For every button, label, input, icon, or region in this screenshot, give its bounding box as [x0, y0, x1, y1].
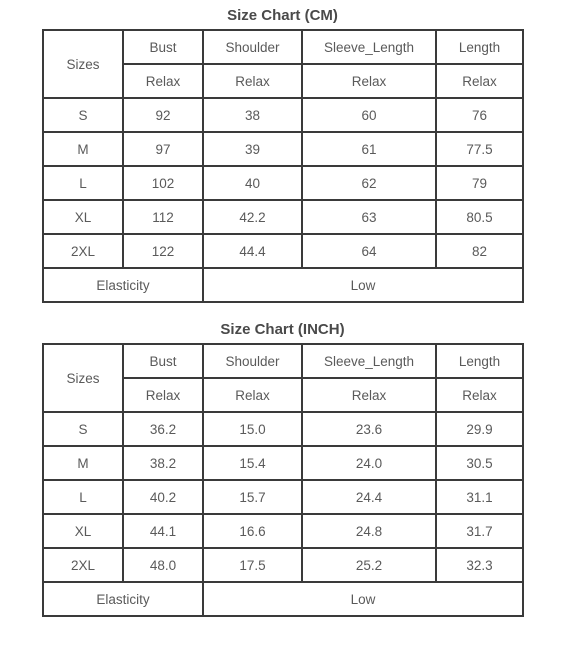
- table-cell: 17.5: [203, 548, 302, 582]
- fit-cell: Relax: [302, 64, 436, 98]
- size-label: M: [43, 132, 123, 166]
- table-cell: 31.7: [436, 514, 523, 548]
- sizes-header: Sizes: [43, 344, 123, 412]
- table-cell: 38.2: [123, 446, 203, 480]
- size-label: XL: [43, 514, 123, 548]
- table-row: [43, 166, 523, 200]
- table-cell: 36.2: [123, 412, 203, 446]
- table-row: [43, 446, 523, 480]
- size-label: 2XL: [43, 234, 123, 268]
- table-cell: 80.5: [436, 200, 523, 234]
- size-chart-cm-table: [42, 29, 524, 303]
- table-cell: 30.5: [436, 446, 523, 480]
- column-header-length: Length: [436, 30, 523, 64]
- size-chart-cm-title: Size Chart (CM): [227, 7, 338, 24]
- table-cell: 24.0: [302, 446, 436, 480]
- table-cell: 82: [436, 234, 523, 268]
- size-label: L: [43, 166, 123, 200]
- table-cell: 24.4: [302, 480, 436, 514]
- table-cell: 38: [203, 98, 302, 132]
- table-cell: 64: [302, 234, 436, 268]
- elasticity-row: [43, 582, 523, 616]
- table-cell: 44.1: [123, 514, 203, 548]
- table-cell: 32.3: [436, 548, 523, 582]
- table-cell: 60: [302, 98, 436, 132]
- size-chart-inch-table: [42, 343, 524, 617]
- elasticity-label: Elasticity: [43, 582, 203, 616]
- table-cell: 62: [302, 166, 436, 200]
- column-header-bust: Bust: [123, 30, 203, 64]
- table-cell: 16.6: [203, 514, 302, 548]
- size-label: M: [43, 446, 123, 480]
- size-label: L: [43, 480, 123, 514]
- column-header-sleeve-length: Sleeve_Length: [302, 344, 436, 378]
- table-cell: 23.6: [302, 412, 436, 446]
- column-header-shoulder: Shoulder: [203, 30, 302, 64]
- table-row: [43, 234, 523, 268]
- table-row: [43, 514, 523, 548]
- table-row: [43, 132, 523, 166]
- size-label: S: [43, 412, 123, 446]
- column-header-bust: Bust: [123, 344, 203, 378]
- fit-cell: Relax: [123, 378, 203, 412]
- table-row: [43, 98, 523, 132]
- table-row: [43, 480, 523, 514]
- sizes-header: Sizes: [43, 30, 123, 98]
- fit-cell: Relax: [203, 378, 302, 412]
- size-label: XL: [43, 200, 123, 234]
- column-header-sleeve-length: Sleeve_Length: [302, 30, 436, 64]
- table-cell: 77.5: [436, 132, 523, 166]
- fit-cell: Relax: [302, 378, 436, 412]
- size-label: 2XL: [43, 548, 123, 582]
- table-cell: 92: [123, 98, 203, 132]
- table-cell: 15.7: [203, 480, 302, 514]
- table-cell: 39: [203, 132, 302, 166]
- table-header-row: [43, 344, 523, 378]
- table-cell: 25.2: [302, 548, 436, 582]
- elasticity-value: Low: [203, 582, 523, 616]
- table-cell: 40.2: [123, 480, 203, 514]
- table-cell: 42.2: [203, 200, 302, 234]
- elasticity-row: [43, 268, 523, 302]
- table-cell: 40: [203, 166, 302, 200]
- table-cell: 76: [436, 98, 523, 132]
- table-row: [43, 548, 523, 582]
- table-row: [43, 200, 523, 234]
- table-cell: 102: [123, 166, 203, 200]
- table-cell: 79: [436, 166, 523, 200]
- fit-cell: Relax: [123, 64, 203, 98]
- size-chart-inch-title: Size Chart (INCH): [220, 321, 345, 338]
- fit-cell: Relax: [436, 64, 523, 98]
- fit-cell: Relax: [436, 378, 523, 412]
- fit-cell: Relax: [203, 64, 302, 98]
- table-cell: 112: [123, 200, 203, 234]
- table-cell: 31.1: [436, 480, 523, 514]
- table-cell: 44.4: [203, 234, 302, 268]
- table-cell: 61: [302, 132, 436, 166]
- column-header-length: Length: [436, 344, 523, 378]
- table-row: [43, 412, 523, 446]
- size-label: S: [43, 98, 123, 132]
- table-cell: 15.0: [203, 412, 302, 446]
- table-cell: 97: [123, 132, 203, 166]
- table-cell: 24.8: [302, 514, 436, 548]
- table-cell: 122: [123, 234, 203, 268]
- table-cell: 15.4: [203, 446, 302, 480]
- table-cell: 29.9: [436, 412, 523, 446]
- elasticity-value: Low: [203, 268, 523, 302]
- elasticity-label: Elasticity: [43, 268, 203, 302]
- column-header-shoulder: Shoulder: [203, 344, 302, 378]
- table-cell: 48.0: [123, 548, 203, 582]
- table-header-row: [43, 30, 523, 64]
- table-cell: 63: [302, 200, 436, 234]
